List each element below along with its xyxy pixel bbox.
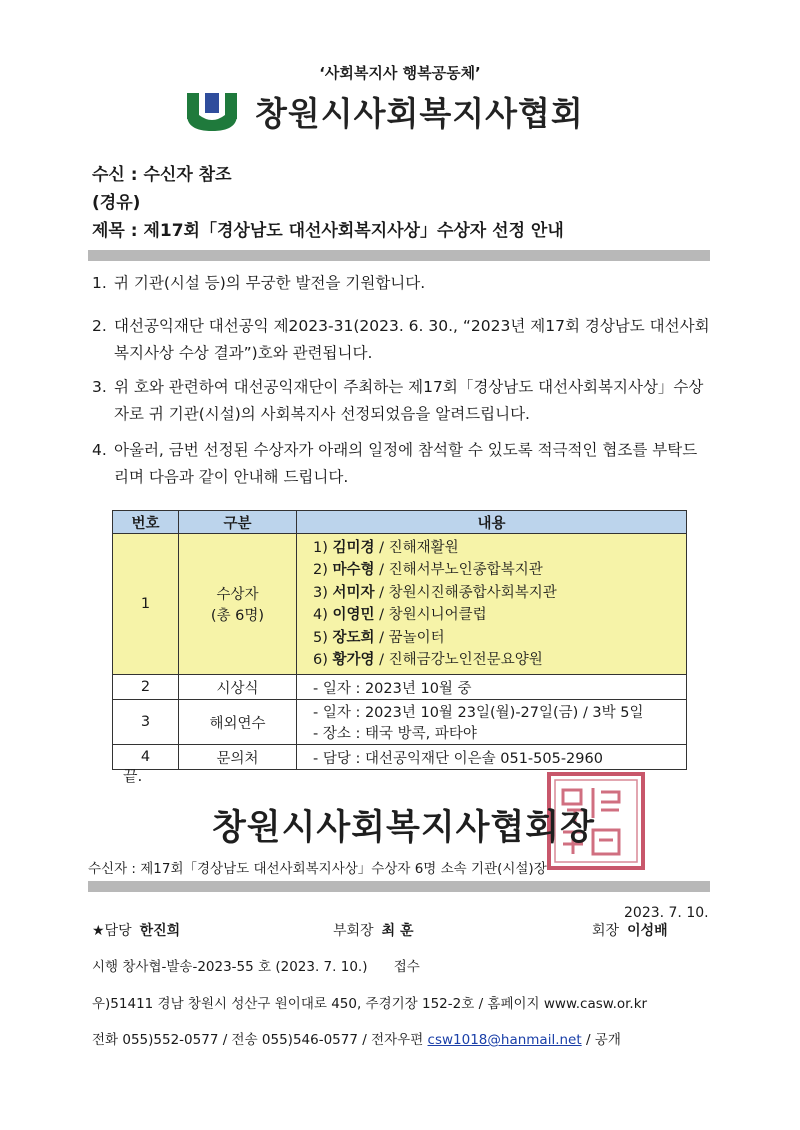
president-label: 회장 <box>592 923 620 939</box>
winner-index: 1) <box>313 539 328 556</box>
president-name: 이성배 <box>627 923 668 939</box>
letterhead <box>185 88 584 135</box>
winner-index: 3) <box>313 584 328 601</box>
paragraph-text: 위 호와 관련하여 대선공익재단이 주최하는 제17회「경상남도 대선사회복지사상」수상자로 귀 기관(시설)의 사회복지사 선정되었음을 알려드립니다. <box>114 378 704 423</box>
schedule-table <box>112 510 687 770</box>
signature-title: 창원시사회복지사협회장 <box>212 808 595 848</box>
paragraph-text: 아울러, 금번 선정된 수상자가 아래의 일정에 참석할 수 있도록 적극적인 협조를 부탁드리며 다음과 같이 안내해 드립니다. <box>114 441 698 486</box>
end-mark: 끝. <box>123 767 143 785</box>
table-row <box>113 534 687 675</box>
row-category: 해외연수 <box>179 700 297 745</box>
row-number: 4 <box>113 745 179 770</box>
receipt-label: 접수 <box>393 959 420 975</box>
row-category: 시상식 <box>179 675 297 700</box>
organization-name: 창원시사회복지사협회 <box>255 94 584 133</box>
row-category <box>179 534 297 675</box>
table-row <box>113 700 687 745</box>
president-approval <box>592 920 668 940</box>
contact-suffix: / 공개 <box>585 1032 621 1048</box>
enforcement-line <box>92 955 420 975</box>
winner-org: / 창원시니어클럽 <box>379 607 487 623</box>
winner-org: / 진해금강노인전문요양원 <box>379 652 543 668</box>
paragraph-number: 4. <box>92 441 107 459</box>
footer-divider <box>88 881 710 892</box>
enforcement-number: 시행 창사협-발송-2023-55 호 (2023. 7. 10.) <box>92 959 368 975</box>
row-number: 2 <box>113 675 179 700</box>
address-line: 우)51411 경남 창원시 성산구 원이대로 450, 주경기장 152-2호 / 홈페이지 www.casw.or.kr <box>92 996 648 1012</box>
row-number: 1 <box>113 534 179 675</box>
table-row <box>113 675 687 700</box>
winner-item <box>313 627 686 650</box>
paragraph-4 <box>92 437 712 491</box>
winner-name: 김미경 <box>332 539 375 556</box>
email-link[interactable]: csw1018@hanmail.net <box>427 1032 582 1048</box>
winner-item <box>313 559 686 582</box>
winner-index: 6) <box>313 652 328 668</box>
winner-name: 황가영 <box>332 652 375 668</box>
header-category: 구분 <box>179 511 297 534</box>
contact-prefix: 전화 055)552-0577 / 전송 055)546-0577 / 전자우편 <box>92 1032 424 1048</box>
winner-org: / 진해재활원 <box>379 539 459 556</box>
staff-approval <box>92 920 180 940</box>
paragraph-text: 대선공익재단 대선공익 제2023-31(2023. 6. 30., “2023년 제17회 경상남도 대선사회복지사상 수상 결과”)호와 관련됩니다. <box>114 317 710 362</box>
paragraph-2 <box>92 313 712 367</box>
paragraph-number: 2. <box>92 317 107 335</box>
subject-line: 제목 : 제17회「경상남도 대선사회복지사상」수상자 선정 안내 <box>92 221 564 241</box>
row-number: 3 <box>113 700 179 745</box>
paragraph-text: 귀 기관(시설 등)의 무궁한 발전을 기원합니다. <box>114 274 426 292</box>
winner-index: 2) <box>313 562 328 578</box>
paragraph-1 <box>92 270 712 297</box>
content-line: - 일자 : 2023년 10월 23일(월)-27일(금) / 3박 5일 <box>313 705 644 721</box>
winner-org: / 꿈놀이터 <box>379 629 445 646</box>
table-row <box>113 745 687 770</box>
vice-name: 최 훈 <box>381 923 414 939</box>
row-content: - 담당 : 대선공익재단 이은솔 051-505-2960 <box>297 745 687 770</box>
row-category: 문의처 <box>179 745 297 770</box>
winner-index: 5) <box>313 629 328 646</box>
category-line: 수상자 <box>216 587 259 603</box>
winner-item <box>313 649 686 672</box>
contact-line <box>92 1028 621 1048</box>
association-u-logo-icon <box>185 91 239 133</box>
staff-label: ★담당 <box>92 923 132 939</box>
content-line: - 장소 : 태국 방콕, 파타야 <box>313 726 477 742</box>
paragraph-number: 1. <box>92 274 107 292</box>
recipients-line: 수신자 : 제17회「경상남도 대선사회복지사상」수상자 6명 소속 기관(시설)장 <box>88 861 547 877</box>
row-content <box>297 700 687 745</box>
header-content: 내용 <box>297 511 687 534</box>
winner-item <box>313 604 686 627</box>
winner-item <box>313 582 686 605</box>
winner-name: 장도희 <box>332 629 375 646</box>
document-date: 2023. 7. 10. <box>624 905 709 921</box>
winner-name: 마수형 <box>332 562 375 578</box>
winner-list <box>297 534 687 675</box>
winner-org: / 진해서부노인종합복지관 <box>379 562 543 578</box>
winner-org: / 창원시진해종합사회복지관 <box>379 584 557 601</box>
vice-president-approval <box>333 920 414 940</box>
winner-name: 이영민 <box>332 607 375 623</box>
slogan: ‘사회복지사 행복공동체’ <box>319 64 481 82</box>
header-number: 번호 <box>113 511 179 534</box>
recipient-line: 수신 : 수신자 참조 <box>92 165 232 185</box>
vice-label: 부회장 <box>333 923 374 939</box>
via-line: (경유) <box>92 193 141 213</box>
header-divider <box>88 250 710 261</box>
row-content: - 일자 : 2023년 10월 중 <box>297 675 687 700</box>
paragraph-number: 3. <box>92 378 107 396</box>
winner-item <box>313 537 686 560</box>
winner-index: 4) <box>313 607 328 623</box>
table-header-row <box>113 511 687 534</box>
winner-name: 서미자 <box>332 584 375 601</box>
paragraph-3 <box>92 374 712 428</box>
category-line: (총 6명) <box>210 608 265 624</box>
staff-name: 한진희 <box>139 923 181 939</box>
